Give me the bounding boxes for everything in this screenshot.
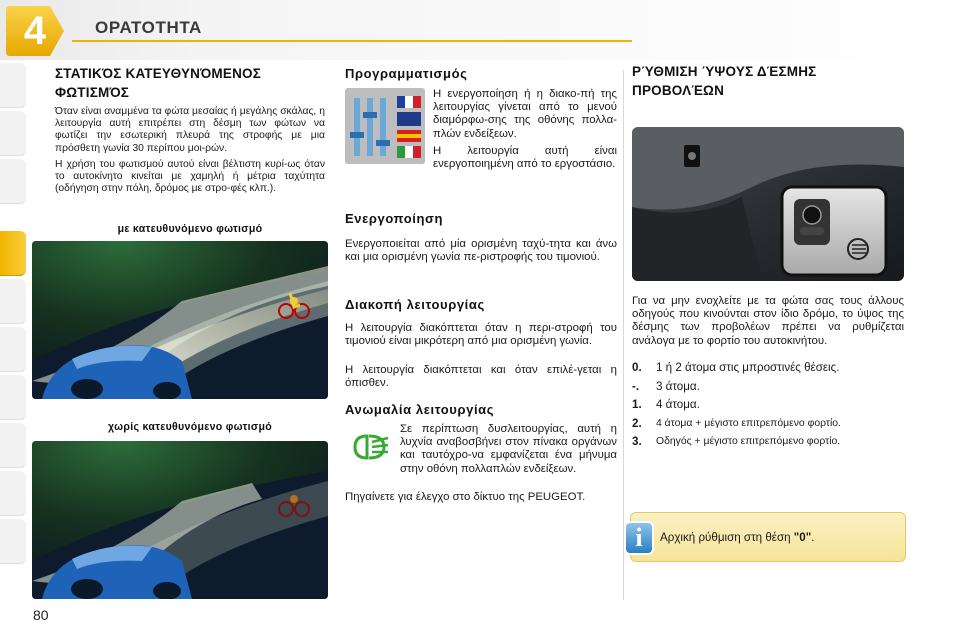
section-title: ΣΤΑΤΙΚΌΣ ΚΑΤΕΥΘΥΝΌΜΕΝΟΣ ΦΩΤΙΣΜΌΣ <box>55 66 262 100</box>
setting-value: 4 άτομα. <box>656 398 700 411</box>
setting-value: 3 άτομα. <box>656 379 700 393</box>
chapter-rail <box>0 60 26 580</box>
setting-key: 2. <box>632 416 642 430</box>
list-item <box>632 397 904 413</box>
section-title: Ενεργοποίηση <box>345 211 444 226</box>
rail-tab[interactable] <box>0 62 26 108</box>
paragraph: Για να μην ενοχλείτε με τα φώτα σας τους άλλους οδηγούς που κινούνται στον ίδιο δρόμο, το ύψος της δέσμης των προβολέων πρέπει να ρυθμίζεται ανάλογα με το φορτίο του αυτοκινήτου. <box>632 295 904 347</box>
rail-tab[interactable] <box>0 470 26 516</box>
paragraph: Η λειτουργία διακόπτεται και όταν επιλέ-γεται η όπισθεν. <box>345 364 617 390</box>
headlamp-adjustment-photo <box>632 127 904 281</box>
header-divider <box>72 40 632 42</box>
list-item <box>632 434 904 450</box>
rail-tab[interactable] <box>0 518 26 564</box>
paragraph: Η λειτουργία διακόπτεται όταν η περι-στροφή του τιμονιού είναι μικρότερη από μια ορισμένη γωνία. <box>345 322 617 348</box>
section-title: Ανωμαλία λειτουργίας <box>345 402 495 417</box>
setting-key: 0. <box>632 361 642 374</box>
column-divider <box>623 70 624 600</box>
list-item <box>632 416 904 432</box>
setting-key: 3. <box>632 435 642 448</box>
directional-lighting-warning-icon <box>350 432 392 462</box>
prog-text <box>433 88 617 171</box>
info-value: "0" <box>793 531 812 544</box>
rail-tab-active[interactable] <box>0 230 26 276</box>
rail-tab[interactable] <box>0 110 26 156</box>
info-suffix: . <box>811 531 815 544</box>
paragraph: Πηγαίνετε για έλεγχο στο δίκτυο της PEUGEOT. <box>345 491 586 503</box>
setting-value: 1 ή 2 άτομα στις μπροστινές θέσεις. <box>656 361 840 374</box>
setting-value: Οδηγός + μέγιστο επιτρεπόμενο φορτίο. <box>656 436 841 447</box>
chapter-number: 4 <box>23 8 47 53</box>
page-number: 80 <box>33 607 49 623</box>
paragraph: Η λειτουργία αυτή είναι ενεργοποιημένη από το εργοστάσιο. <box>433 144 617 171</box>
figure-caption: με κατευθυνόμενο φωτισμό <box>117 223 263 235</box>
rail-tab[interactable] <box>0 158 26 204</box>
section-title: Προγραμματισμός <box>345 66 468 81</box>
section-title: Διακοπή λειτουργίας <box>345 297 485 312</box>
setting-key: -. <box>632 379 640 393</box>
setting-key: 1. <box>632 398 642 411</box>
night-road-illustration-with <box>32 241 328 399</box>
figure-caption: χωρίς κατευθυνόμενο φωτισμό <box>107 421 273 433</box>
info-text <box>660 531 814 544</box>
rail-tab[interactable] <box>0 422 26 468</box>
list-item <box>632 360 904 376</box>
rail-tab[interactable] <box>0 326 26 372</box>
rail-tab[interactable] <box>0 278 26 324</box>
beam-height-settings-list <box>632 360 904 450</box>
column-static-lighting <box>55 60 325 195</box>
paragraph: Η χρήση του φωτισμού αυτού είναι βέλτιστη κυρί-ως όταν το αυτοκίνητο κινείται με χαμηλή ή μέτρια ταχύτητα (οδήγηση στην πόλη, δρόμος με στρο-φές κλπ.). <box>55 158 325 195</box>
section-title: ΡΎΘΜΙΣΗ ΎΨΟΥΣ ΔΈΣΜΗΣ ΠΡΟΒΟΛΈΩΝ <box>632 64 817 98</box>
setting-value: 4 άτομα + μέγιστο επιτρεπόμενο φορτίο. <box>656 417 841 429</box>
paragraph: Όταν είναι αναμμένα τα φώτα μεσαίας ή μεγάλης σκάλας, η λειτουργία αυτή επιτρέπει στη δέσμη των φώτων να φωτίζει την εσωτερική πλευρά της στροφής με μια πρόσθετη γωνία 30 περίπου μοι-ρών. <box>55 106 325 154</box>
night-road-illustration-without <box>32 441 328 599</box>
paragraph: Η ενεργοποίηση ή η διακο-πή της λειτουργίας γίνεται από το μενού διαμόρφω-σης της οθόνης πολλα-πλών ενδείξεων. <box>433 88 617 140</box>
info-prefix: Αρχική ρύθμιση στη θέση <box>660 531 794 544</box>
page-title: ΟΡΑΤΟΤΗΤΑ <box>95 18 202 37</box>
list-item <box>632 379 904 395</box>
paragraph: Σε περίπτωση δυσλειτουργίας, αυτή η λυχνία αναβοσβήνει στον πίνακα οργάνων και ταυτόχρο-να εμφανίζεται ένα μήνυμα στην οθόνη πολλαπλών ενδείξεων. <box>400 423 617 475</box>
rail-tab[interactable] <box>0 374 26 420</box>
paragraph: Ενεργοποιείται από μία ορισμένη ταχύ-τητα και άνω και μια ορισμένη γωνία πε-ριστροφής του τιμονιού. <box>345 238 617 264</box>
config-menu-icon <box>345 88 425 164</box>
info-icon: i <box>626 523 652 553</box>
